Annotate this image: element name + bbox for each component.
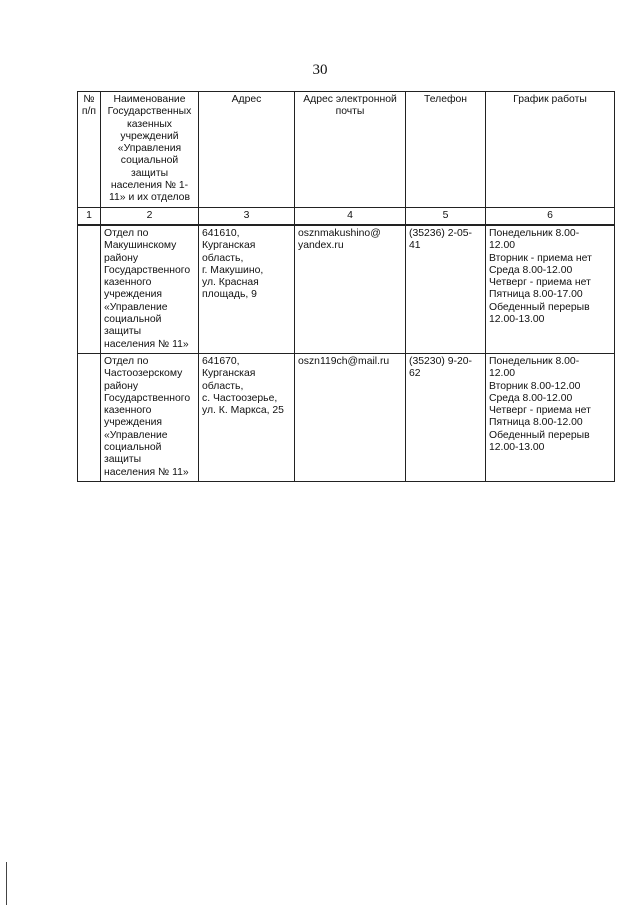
address-line: Курганская: [202, 240, 256, 252]
column-number: 3: [199, 207, 295, 225]
schedule-line: Пятница 8.00-17.00: [489, 289, 583, 301]
department-phone: (35230) 9-20-62: [406, 353, 486, 481]
department-phone: (35236) 2-05-41: [406, 225, 486, 353]
schedule-line: Среда 8.00-12.00: [489, 264, 573, 276]
header-phone: Телефон: [406, 92, 486, 208]
header-schedule: График работы: [486, 92, 615, 208]
address-line: ул. Красная: [202, 277, 259, 289]
address-line: область,: [202, 380, 244, 392]
email-line: oszn119ch@mail.ru: [298, 355, 390, 367]
schedule-line: Четверг - приема нет: [489, 277, 591, 289]
schedule-line: Обеденный перерыв: [489, 429, 590, 441]
column-number: 1: [78, 207, 101, 225]
address-line: ул. К. Маркса, 25: [202, 405, 284, 417]
schedule-line: Понедельник 8.00-: [489, 355, 580, 367]
schedule-line: Вторник - приема нет: [489, 252, 592, 264]
header-index: № п/п: [78, 92, 101, 208]
department-email: [295, 225, 406, 353]
email-line: osznmakushino@: [298, 227, 381, 239]
schedule-line: Понедельник 8.00-: [489, 227, 580, 239]
table-row: [78, 225, 615, 353]
column-number: 4: [295, 207, 406, 225]
department-address: [199, 225, 295, 353]
row-index: [78, 353, 101, 481]
address-line: 641610,: [202, 227, 240, 239]
column-number: 5: [406, 207, 486, 225]
schedule-line: 12.00-13.00: [489, 442, 545, 454]
schedule-line: 12.00: [489, 368, 516, 380]
department-email: [295, 353, 406, 481]
table-row: [78, 353, 615, 481]
schedule-line: 12.00-13.00: [489, 314, 545, 326]
schedule-line: Пятница 8.00-12.00: [489, 417, 583, 429]
address-line: г. Макушино,: [202, 264, 264, 276]
address-line: с. Частоозерье,: [202, 392, 278, 404]
address-line: площадь, 9: [202, 289, 257, 301]
header-email: Адрес электронной почты: [295, 92, 406, 208]
department-name: Отдел по Макушинскому району Государственного казенного учреждения «Управление социальной защиты населения № 11»: [101, 225, 199, 353]
schedule-line: Обеденный перерыв: [489, 301, 590, 313]
schedule-line: Вторник 8.00-12.00: [489, 380, 581, 392]
address-line: область,: [202, 252, 244, 264]
address-line: 641670,: [202, 355, 240, 367]
page-number: 30: [312, 62, 328, 78]
header-name: Наименование Государственных казенных учреждений «Управления социальной защиты населения № 1-11» и их отделов: [101, 92, 199, 208]
header-address: Адрес: [199, 92, 295, 208]
schedule-line: Среда 8.00-12.00: [489, 392, 573, 404]
department-address: [199, 353, 295, 481]
row-index: [78, 225, 101, 353]
schedule-line: Четверг - приема нет: [489, 405, 591, 417]
department-schedule: [486, 225, 615, 353]
department-schedule: [486, 353, 615, 481]
address-line: Курганская: [202, 368, 256, 380]
column-number: 2: [101, 207, 199, 225]
schedule-line: 12.00: [489, 240, 516, 252]
scan-edge-mark: [6, 862, 7, 905]
department-name: Отдел по Частоозерскому району Государственного казенного учреждения «Управление социальной защиты населения № 11»: [101, 353, 199, 481]
column-number-row: [78, 207, 615, 225]
email-line: yandex.ru: [298, 240, 344, 252]
column-number: 6: [486, 207, 615, 225]
departments-table: [77, 91, 615, 482]
table-header-row: [78, 92, 615, 208]
